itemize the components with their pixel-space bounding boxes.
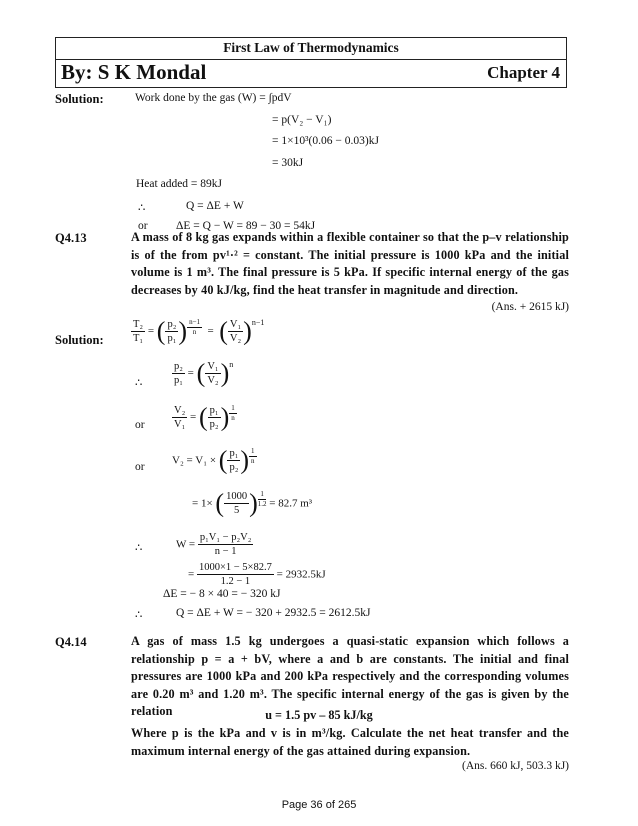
equation-line: $\frac{\text{p₂}}{\text{p₁}}$ = ( $\frac{\text{V₁}}{\text{V₂}}$ )$^n$ [174, 358, 234, 388]
or-label: or [135, 461, 145, 473]
solution-label: Solution: [55, 333, 104, 347]
equation-line: $\frac{\text{V₂}}{\text{V₁}}$ = ( $\frac{\text{p₁}}{\text{p₂}}$ ) $\frac{1}{n}$ [174, 402, 235, 432]
answer-text: (Ans. 660 kJ, 503.3 kJ) [461, 760, 569, 772]
equation-line: $\frac{\text{T₂}}{\text{T₁}}$ = ( $\frac{\text{p₂}}{\text{p₁}}$ ) $\frac{n-1}{n}$ = ( $\frac{\text{V₁}}{\text{V₂}}$ )$^{n-1}$ [133, 316, 265, 346]
equation-line: = 1× ( $\frac{1000}{5}$ ) $\frac{1}{1.2}$ = 82.7 m³ [192, 488, 313, 518]
fraction: $\frac{\text{V₁}}{\text{V₂}}$ [207, 361, 219, 386]
equation-line: Q = ΔE + W [186, 200, 244, 212]
fraction: $\frac{\text{p₂}}{\text{p₁}}$ [174, 361, 183, 386]
equation-line: ΔE = Q − W = 89 − 30 = 54kJ [176, 220, 316, 232]
therefore-symbol: ∴ [135, 377, 143, 389]
or-label: or [135, 419, 145, 431]
question-text: Where p is the kPa and v is in m³/kg. Calculate the net heat transfer and the maximum internal energy of the gas attained during expansion. [131, 726, 569, 758]
page-number: Page 36 of 265 [281, 799, 357, 811]
therefore-symbol: ∴ [138, 202, 146, 214]
fraction: $\frac{\text{V₁}}{\text{V₂}}$ [229, 319, 242, 344]
chapter-label: Chapter 4 [487, 63, 560, 82]
equation-line: = p(V₂ − V₁) [272, 114, 332, 126]
fraction: $\frac{\text{p₁V₁ − p₂V₂}}{n - 1}$ [199, 532, 252, 557]
equation-line: = $\frac{1000\times 1 - 5\times 82.7}{1.2 - 1}$ = 2932.5kJ [188, 562, 326, 587]
fraction: $\frac{\text{p₁}}{\text{p₂}}$ [229, 448, 239, 473]
question-number: Q4.14 [55, 635, 87, 649]
therefore-symbol: ∴ [135, 542, 143, 554]
question-number: Q4.13 [55, 231, 87, 245]
question-text: A gas of mass 1.5 kg undergoes a quasi-static expansion which follows a relationship p = a + bV, where a and b are constants. The initial and final pressures are 1000 kPa and 200 kPa respectively and the corresponding volumes are 0.20 m³ and 1.20 m³. The specific internal energy of the gas is given by the relation [131, 634, 569, 719]
equation-line: Q = ΔE + W = − 320 + 2932.5 = 2612.5kJ [176, 607, 371, 619]
fraction: $\frac{\text{V₂}}{\text{V₁}}$ [174, 405, 186, 430]
author-name: By: S K Mondal [61, 60, 207, 84]
solution-label: Solution: [55, 92, 104, 106]
fraction: $\frac{\text{p₁}}{\text{p₂}}$ [209, 405, 219, 430]
work-done-line: Work done by the gas (W) = ∫pdV [135, 92, 292, 104]
equation-line: ΔE = − 8 × 40 = − 320 kJ [163, 588, 281, 600]
equation-line: W = $\frac{\text{p₁V₁ − p₂V₂}}{n - 1}$ [176, 532, 252, 557]
relation-equation: u = 1.5 pv – 85 kJ/kg [265, 708, 373, 722]
equation-line: V₂ = V₁ × ( $\frac{\text{p₁}}{\text{p₂}}$ ) $\frac{1}{n}$ [172, 445, 255, 475]
fraction: $\frac{\text{T₂}}{\text{T₁}}$ [133, 319, 144, 344]
fraction: $\frac{1000\times 1 - 5\times 82.7}{1.2 - 1}$ [198, 562, 272, 587]
equation-line: = 1×10³(0.06 − 0.03)kJ [272, 135, 379, 147]
answer-text: (Ans. + 2615 kJ) [491, 301, 569, 313]
or-label: or [138, 220, 148, 232]
fraction: $\frac{\text{p₂}}{\text{p₁}}$ [167, 319, 177, 344]
chapter-header [55, 37, 567, 88]
subject-title: First Law of Thermodynamics [223, 40, 399, 55]
heat-added-line: Heat added = 89kJ [136, 178, 223, 190]
therefore-symbol: ∴ [135, 609, 143, 621]
fraction: $\frac{1000}{5}$ [226, 491, 248, 516]
equation-line: = 30kJ [272, 157, 304, 169]
question-text: A mass of 8 kg gas expands within a flexible container so that the p–v relationship is of the from pv¹·² = constant. The initial pressure is 1000 kPa and the initial volume is 1 m³. The final pressure is 5 kPa. If specific internal energy of the gas decreases by 40 kJ/kg, find the heat transfer in magnitude and direction. [131, 230, 569, 297]
